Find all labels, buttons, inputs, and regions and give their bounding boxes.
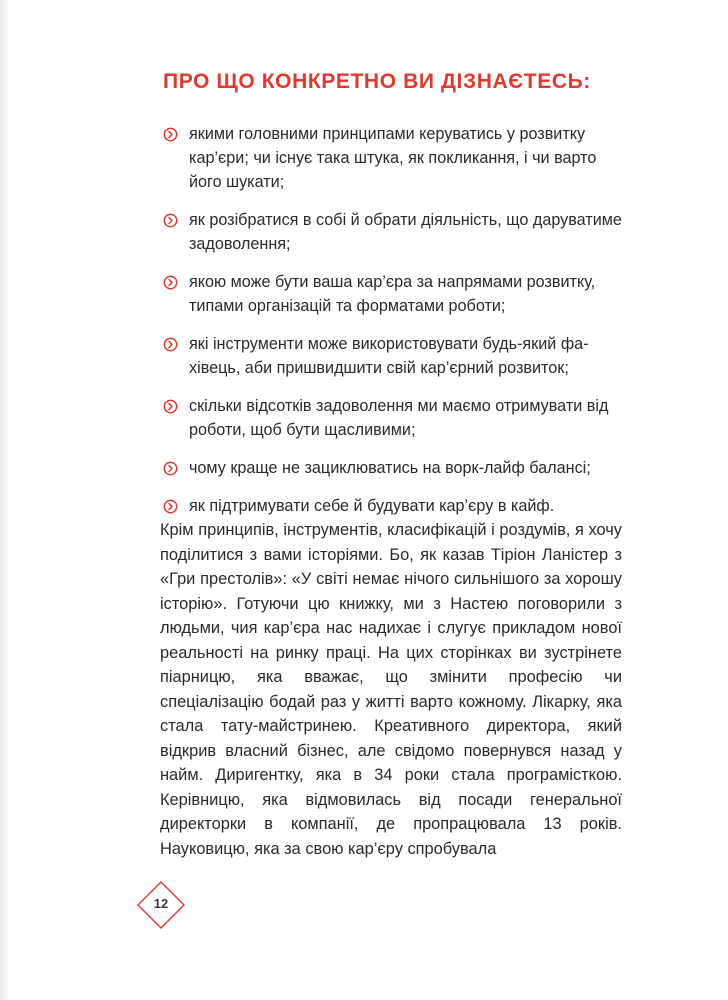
list-item-text: як розібратися в собі й обрати діяльність, що даруватиме задоволення; [189, 211, 622, 253]
page-edge-shadow [0, 0, 10, 1000]
list-item [163, 456, 623, 480]
list-item-text: які інструменти може використовувати будь-який фахівець, аби пришвидшити свій кар’єрний розвиток; [189, 335, 589, 377]
list-item [163, 208, 623, 256]
list-item-text: як підтримувати себе й будувати кар’єру в кайф. [189, 497, 555, 515]
circle-chevron-right-icon [163, 461, 178, 476]
section-heading: ПРО ЩО КОНКРЕТНО ВИ ДІЗНАЄТЕСЬ: [163, 70, 591, 93]
circle-chevron-right-icon [163, 213, 178, 228]
list-item-text: скільки відсотків задоволення ми маємо отримувати від роботи, щоб бути щасливими; [189, 397, 609, 439]
list-item [163, 270, 623, 318]
circle-chevron-right-icon [163, 127, 178, 142]
list-item [163, 122, 623, 194]
circle-chevron-right-icon [163, 399, 178, 414]
page-number: 12 [153, 896, 169, 911]
list-item-text: якими головними принципами керуватись у розвитку кар’єри; чи існує така штука, як покликання, і чи варто його шукати; [189, 125, 597, 191]
list-item-text: чому краще не зациклюватись на ворк-лайф балансі; [189, 459, 591, 477]
list-item [163, 394, 623, 442]
circle-chevron-right-icon [163, 275, 178, 290]
body-paragraph: Крім принципів, інструментів, класифікацій і роздумів, я хочу поділитися з вами історіями. Бо, як казав Тіріон Ланістер з «Гри престолів»: «У світі немає нічого сильнішого за хорошу історію». Готуючи цю книжку, ми з Настею поговорили з людьми, чия кар’єра нас надихає і слугує прикладом нової реальності на ринку праці. На цих сторінках ви зустрінете піарницю, яка вважає, що змінити професію чи спеціалізацію бодай раз у житті варто кожному. Лікарку, яка стала тату-майстринею. Креативного директора, який відкрив власний бізнес, але свідомо повернувся назад у найм. Диригентку, яка в 34 роки стала програмісткою. Керівницю, яка відмовилась від посади генеральної директорки в компанії, де пропрацювала 13 років. Науковицю, яка за свою кар’єру спробувала [160, 521, 622, 858]
topics-list [163, 122, 623, 532]
circle-chevron-right-icon [163, 499, 178, 514]
list-item [163, 494, 623, 518]
list-item [163, 332, 623, 380]
list-item-text: якою може бути ваша кар’єра за напрямами розвитку, типами організацій та форматами роботи; [189, 273, 596, 315]
page-number-badge [136, 880, 186, 930]
circle-chevron-right-icon [163, 337, 178, 352]
